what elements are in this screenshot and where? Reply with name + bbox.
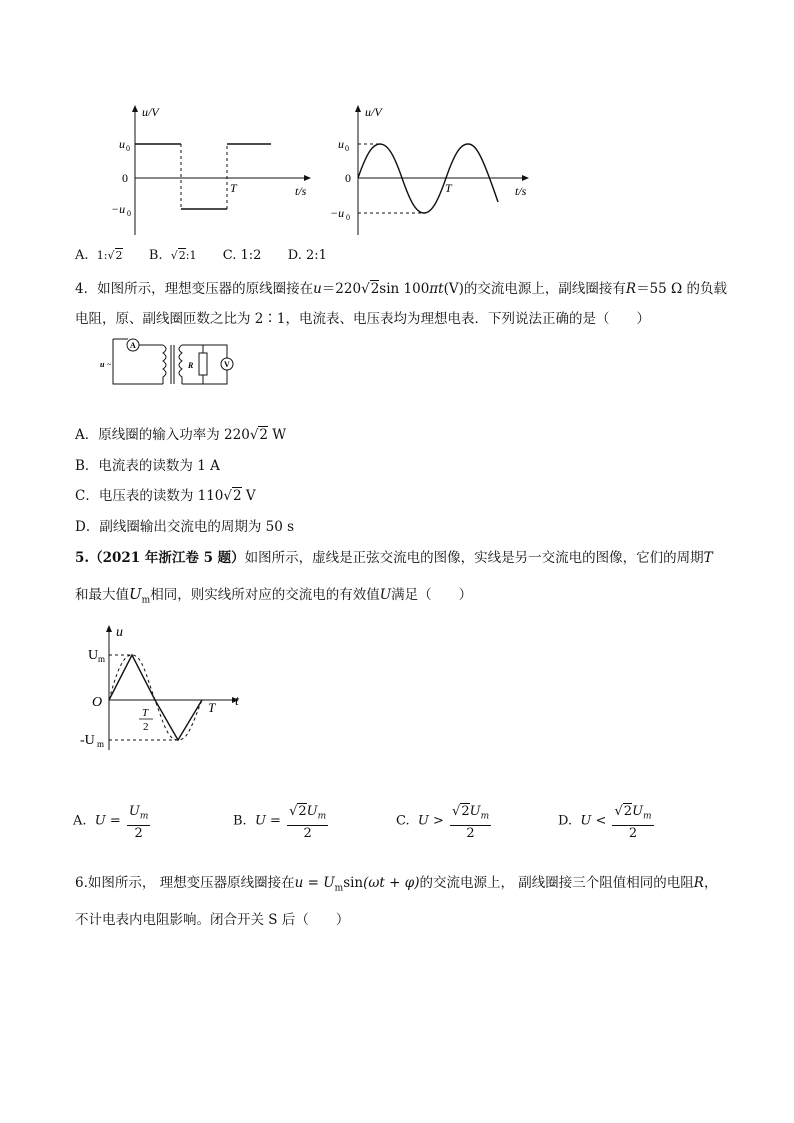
svg-text:R: R [188,361,194,370]
svg-text:T: T [208,700,216,715]
resistor [199,353,207,375]
q5-stem-line1: 5.（2021 年浙江卷 5 题）如图所示，虚线是正弦交流电的图像，实线是另一交流电的图像，它们的周期T [75,550,713,566]
svg-text:T: T [445,181,452,195]
svg-text:-U: -U [80,733,95,748]
svg-text:m: m [98,654,106,664]
q3-option-a[interactable]: A. 1:√2 [75,248,123,263]
svg-text:2: 2 [143,721,149,733]
svg-text:m: m [97,739,105,749]
svg-text:O: O [92,695,103,710]
primary-coil [163,345,166,384]
q3-options [75,246,327,266]
q5-option-a[interactable]: A. U = $\frac{U_m}{2}$ [73,804,149,841]
svg-text:−u: −u [330,206,345,220]
svg-text:u/V: u/V [365,105,382,119]
dashed-sine [109,655,202,740]
q4-stem-line1: 4．如图所示，理想变压器的原线圈接在u＝220√2sin 100πt(V)的交流电源上，副线圈接有R＝55 Ω 的负载 [75,281,728,297]
svg-text:V: V [224,360,230,369]
q4-option-d[interactable]: D．副线圈输出交流电的周期为 50 s [75,519,295,535]
svg-text:0: 0 [127,209,131,218]
svg-text:0: 0 [345,171,351,185]
q6-stem-line2: 不计电表内电阻影响。闭合开关 S 后（ ） [75,912,350,928]
svg-text:t: t [235,694,239,709]
q6-stem-line1: 6.如图所示， 理想变压器原线圈接在$u = U_m\sin(\omega t + \varphi)$的交流电源上， 副线圈接三个阻值相同的电阻R， [75,875,718,894]
sine-wave-graph [328,100,538,240]
solid-triangle-wave [109,655,202,740]
q3-option-b[interactable]: B. √2:1 [148,248,197,263]
x-axis-label: t/s [295,184,307,198]
q5-option-d[interactable]: D. U < $\frac{√2U_m}{2}$ [558,804,652,841]
svg-text:u: u [119,137,125,151]
svg-text:A: A [130,341,136,350]
secondary-coil [179,345,182,384]
svg-text:T: T [142,707,149,719]
q3-option-c[interactable]: C. 1:2 [222,248,262,263]
svg-text:u: u [338,137,344,151]
q3-option-d[interactable]: D. 2:1 [287,248,327,263]
svg-text:0: 0 [346,213,350,222]
q4-option-c[interactable]: C．电压表的读数为 110√2 V [75,488,256,504]
svg-text:0: 0 [122,171,128,185]
q4-option-b[interactable]: B．电流表的读数为 1 A [75,458,220,474]
square-wave-graph [105,100,320,240]
svg-text:~: ~ [107,360,112,369]
transformer-circuit [95,336,235,388]
svg-text:0: 0 [126,144,130,153]
svg-text:U: U [88,648,99,663]
q4-option-a[interactable]: A．原线圈的输入功率为 220√2 W [75,427,287,443]
svg-text:u: u [116,625,123,640]
svg-text:u: u [100,360,105,369]
q5-option-b[interactable]: B. U = $\frac{√2U_m}{2}$ [233,804,327,841]
svg-text:0: 0 [345,144,349,153]
svg-text:t/s: t/s [515,184,527,198]
q5-graph [80,620,250,755]
q4-stem-line2: 电阻，原、副线圈匝数之比为 2∶1，电流表、电压表均为理想电表．下列说法正确的是（ ） [75,311,650,327]
svg-text:−u: −u [111,202,126,216]
y-axis-label: u/V [142,105,159,119]
svg-text:T: T [230,181,237,195]
q5-option-c[interactable]: C. U > $\frac{√2U_m}{2}$ [396,804,490,841]
q5-stem-line2: 和最大值$U_m$相同，则实线所对应的交流电的有效值U满足（ ） [75,585,473,606]
